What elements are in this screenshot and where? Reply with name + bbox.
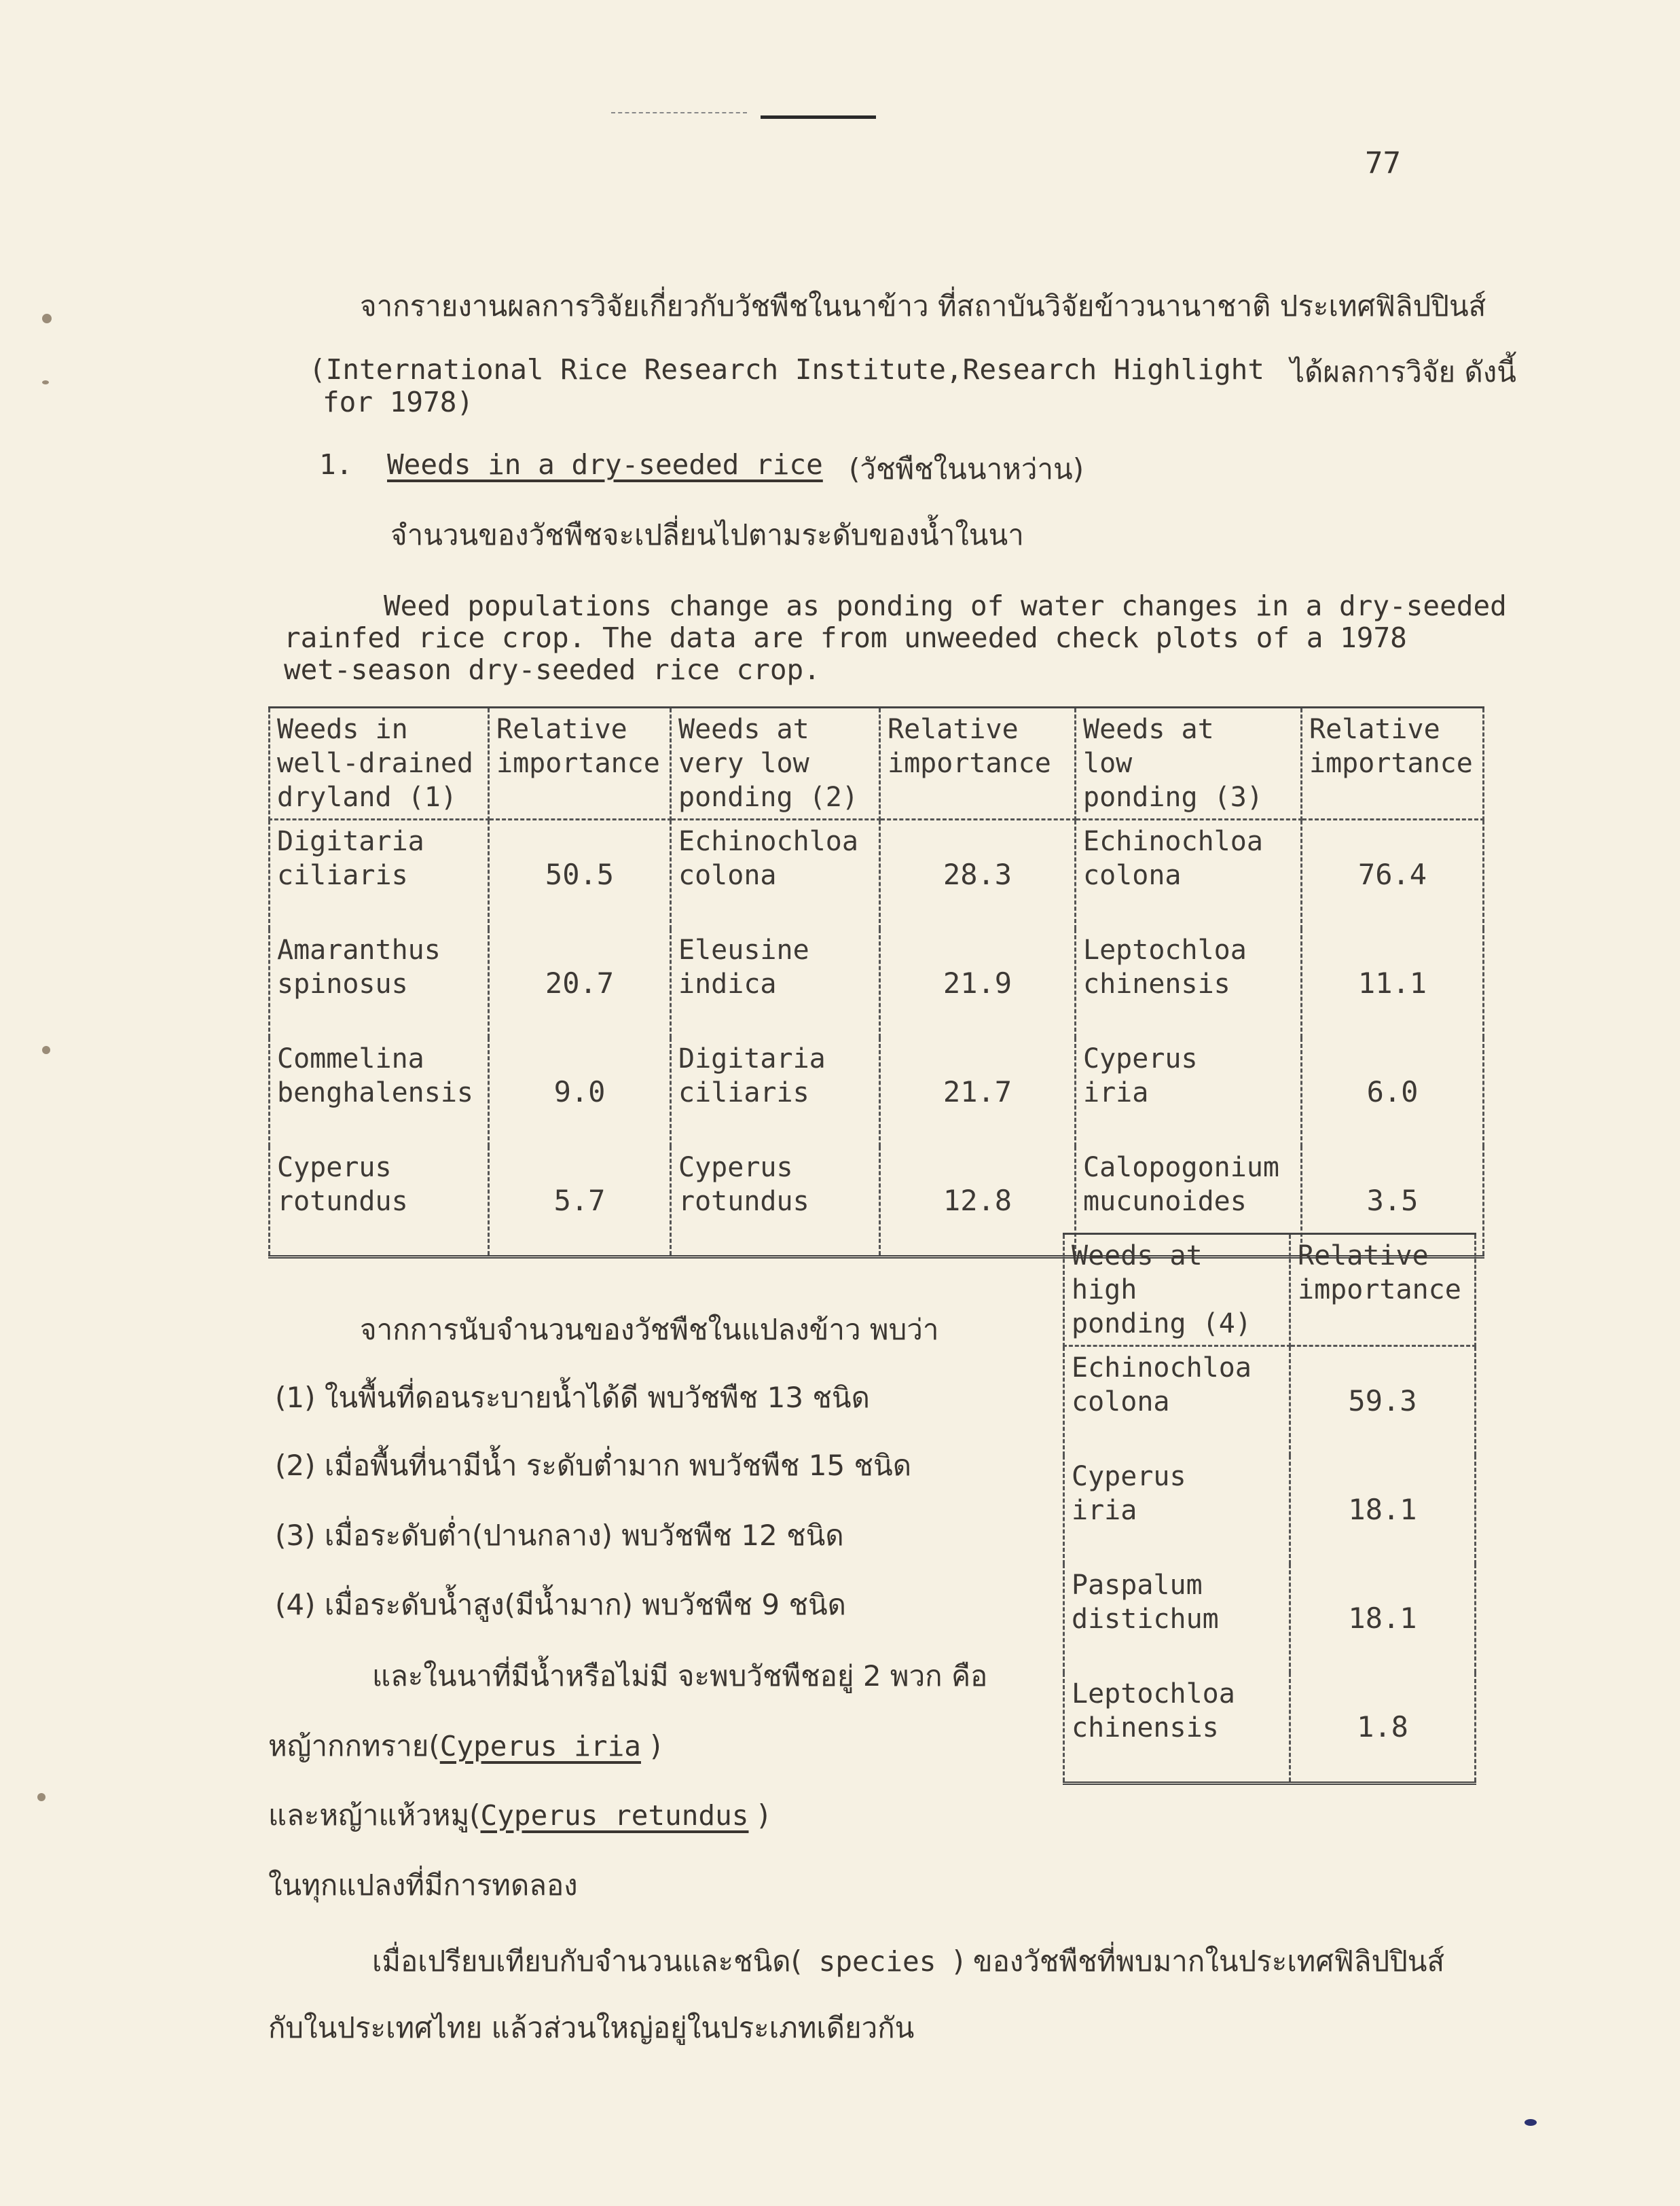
thai-item-1: (1) ในพื้นที่ดอนระบายน้ำได้ดี พบวัชพืช 13 ชนิด: [275, 1381, 870, 1414]
intro-line-2-en: (International Rice Research Institute,Research Highlight: [309, 353, 1264, 386]
caption-line-3: wet-season dry-seeded rice crop.: [284, 653, 820, 686]
cell-text-line: spinosus: [277, 969, 408, 1000]
cell-text-line: distichum: [1072, 1604, 1219, 1635]
cell-text-line: colona: [1083, 860, 1182, 891]
header-cell: [489, 708, 671, 820]
cell-text-line: high: [1072, 1274, 1137, 1305]
table-header-row: [270, 708, 1484, 820]
thai-item-4: (4) เมื่อระดับน้ำสูง(มีน้ำมาก) พบวัชพืช 9 ชนิด: [275, 1588, 846, 1621]
thai-paragraph-6: เมื่อเปรียบเทียบกับจำนวนและชนิด( species ) ของวัชพืชที่พบมากในประเทศฟิลิปปินส์: [372, 1945, 1445, 1978]
cell-text-line: Digitaria: [277, 826, 424, 857]
table-row: [270, 1038, 1484, 1146]
cell-text-line: Relative: [1309, 714, 1440, 745]
weed-cell: [1076, 1038, 1302, 1146]
weed-cell: [671, 1146, 880, 1257]
cell-text-line: Echinochloa: [1083, 826, 1263, 857]
weed-cell: [671, 820, 880, 930]
value-cell: 21.7: [880, 1038, 1076, 1146]
ink-speck: [1524, 2119, 1537, 2126]
weed-cell: [1064, 1346, 1290, 1456]
cell-text-line: Cyperus: [1083, 1043, 1198, 1074]
table-row: [1064, 1673, 1476, 1784]
cell-text-line: Cyperus: [1072, 1461, 1186, 1492]
pen-mark: [761, 115, 876, 124]
cell-text-line: Calopogonium: [1083, 1152, 1279, 1183]
cell-text-line: Relative: [888, 714, 1019, 745]
cell-text-line: Leptochloa: [1072, 1678, 1235, 1710]
paper-speck: [37, 1793, 45, 1801]
thai-paragraph-5: ในทุกแปลงที่มีการทดลอง: [268, 1868, 578, 1902]
table-row: [270, 820, 1484, 930]
thai-item-2: (2) เมื่อพื้นที่นามีน้ำ ระดับต่ำมาก พบวัชพืช 15 ชนิด: [275, 1449, 912, 1482]
weed-table: [268, 706, 1484, 1259]
cell-text-line: Digitaria: [678, 1043, 826, 1074]
value-cell: 28.3: [880, 820, 1076, 930]
cell-text-line: chinensis: [1083, 969, 1230, 1000]
thai-paragraph-4: และหญ้าแห้วหมู(Cyperus retundus ): [268, 1798, 769, 1832]
cell-text-line: indica: [678, 969, 777, 1000]
cell-text-line: Eleusine: [678, 935, 809, 966]
pen-mark: [611, 112, 747, 113]
section-title-en: Weeds in a dry-seeded rice: [387, 448, 823, 481]
weed-cell: [270, 929, 489, 1038]
table-row: [270, 929, 1484, 1038]
cell-text-line: well-drained: [277, 748, 473, 779]
cell-text-line: importance: [1298, 1274, 1461, 1305]
cell-text-line: very low: [678, 748, 809, 779]
cell-text-line: Relative: [496, 714, 627, 745]
value-cell: 50.5: [489, 820, 671, 930]
header-cell: [671, 708, 880, 820]
value-cell: 18.1: [1290, 1455, 1476, 1564]
value-cell: 18.1: [1290, 1564, 1476, 1673]
cell-text-line: Echinochloa: [678, 826, 858, 857]
weed-cell: [270, 820, 489, 930]
cell-text-line: Commelina: [277, 1043, 424, 1074]
thai-paragraph-1: จากการนับจำนวนของวัชพืชในแปลงข้าว พบว่า: [360, 1313, 939, 1346]
table-row: [1064, 1564, 1476, 1673]
species-name: Cyperus retundus: [480, 1799, 749, 1832]
header-cell: [1302, 708, 1484, 820]
cell-text-line: importance: [496, 748, 660, 779]
cell-text-line: Cyperus: [678, 1152, 793, 1183]
value-cell: 9.0: [489, 1038, 671, 1146]
section-subtitle: จำนวนของวัชพืชจะเปลี่ยนไปตามระดับของน้ำในนา: [390, 518, 1024, 552]
header-cell: [1064, 1234, 1290, 1346]
cell-text-line: importance: [888, 748, 1051, 779]
cell-text-line: ponding (2): [678, 782, 858, 813]
cell-text-line: Cyperus: [277, 1152, 392, 1183]
cell-text-line: rotundus: [678, 1186, 809, 1217]
value-cell: 3.5: [1302, 1146, 1484, 1257]
section-number: 1.: [319, 448, 353, 481]
weed-cell: [270, 1146, 489, 1257]
weed-cell: [671, 1038, 880, 1146]
weed-cell: [270, 1038, 489, 1146]
cell-text-line: iria: [1083, 1077, 1149, 1108]
intro-line-3: for 1978): [323, 386, 474, 418]
weed-cell: [1076, 929, 1302, 1038]
table-header-row: [1064, 1234, 1476, 1346]
value-cell: 21.9: [880, 929, 1076, 1038]
paper-speck: [42, 380, 49, 384]
weed-cell: [1076, 820, 1302, 930]
cell-text-line: colona: [678, 860, 777, 891]
intro-line-2-th: ได้ผลการวิจัย ดังนี้: [1290, 355, 1516, 388]
cell-text-line: Weeds at: [678, 714, 809, 745]
caption-line-2: rainfed rice crop. The data are from unweeded check plots of a 1978: [284, 621, 1407, 654]
paper-speck: [42, 314, 52, 323]
value-cell: 20.7: [489, 929, 671, 1038]
cell-text-line: iria: [1072, 1495, 1137, 1526]
header-cell: [880, 708, 1076, 820]
cell-text-line: ciliaris: [678, 1077, 809, 1108]
cell-text-line: Relative: [1298, 1240, 1429, 1271]
thai-paragraph-3: หญ้ากกทราย(Cyperus iria ): [268, 1729, 661, 1762]
paper-speck: [42, 1046, 50, 1054]
cell-text-line: ponding (4): [1072, 1308, 1252, 1339]
table-row: [1064, 1455, 1476, 1564]
high-ponding-table: [1063, 1233, 1476, 1785]
cell-text-line: Weeds at: [1083, 714, 1214, 745]
weed-cell: [1064, 1455, 1290, 1564]
value-cell: 6.0: [1302, 1038, 1484, 1146]
value-cell: 11.1: [1302, 929, 1484, 1038]
cell-text-line: dryland (1): [277, 782, 457, 813]
section-title-th: (วัชพืชในนาหว่าน): [849, 452, 1084, 486]
cell-text-line: Weeds in: [277, 714, 408, 745]
value-cell: 1.8: [1290, 1673, 1476, 1784]
weed-cell: [671, 929, 880, 1038]
cell-text-line: low: [1083, 748, 1133, 779]
value-cell: 5.7: [489, 1146, 671, 1257]
table-row: [1064, 1346, 1476, 1456]
weed-cell: [1064, 1564, 1290, 1673]
cell-text-line: Weeds at: [1072, 1240, 1203, 1271]
thai-paragraph-7: กับในประเทศไทย แล้วส่วนใหญ่อยู่ในประเภทเดียวกัน: [268, 2011, 915, 2044]
cell-text-line: importance: [1309, 748, 1473, 779]
cell-text-line: colona: [1072, 1386, 1170, 1417]
cell-text-line: chinensis: [1072, 1712, 1219, 1743]
header-cell: [270, 708, 489, 820]
intro-line-1: จากรายงานผลการวิจัยเกี่ยวกับวัชพืชในนาข้าว ที่สถาบันวิจัยข้าวนานาชาติ ประเทศฟิลิปปินส์: [360, 289, 1486, 323]
cell-text-line: ciliaris: [277, 860, 408, 891]
cell-text-line: mucunoides: [1083, 1186, 1247, 1217]
value-cell: 12.8: [880, 1146, 1076, 1257]
page-number: 77: [1365, 146, 1401, 181]
value-cell: 59.3: [1290, 1346, 1476, 1456]
value-cell: 76.4: [1302, 820, 1484, 930]
header-cell: [1076, 708, 1302, 820]
cell-text-line: Paspalum: [1072, 1570, 1203, 1601]
cell-text-line: Amaranthus: [277, 935, 441, 966]
caption-line-1: Weed populations change as ponding of water changes in a dry-seeded: [384, 590, 1507, 622]
thai-paragraph-2: และในนาที่มีน้ำหรือไม่มี จะพบวัชพืชอยู่ 2 พวก คือ: [372, 1659, 988, 1693]
species-name: Cyperus iria: [439, 1730, 641, 1762]
header-cell: [1290, 1234, 1476, 1346]
cell-text-line: rotundus: [277, 1186, 408, 1217]
cell-text-line: Echinochloa: [1072, 1352, 1252, 1384]
weed-cell: [1064, 1673, 1290, 1784]
thai-item-3: (3) เมื่อระดับต่ำ(ปานกลาง) พบวัชพืช 12 ชนิด: [275, 1519, 844, 1552]
cell-text-line: Leptochloa: [1083, 935, 1247, 966]
cell-text-line: benghalensis: [277, 1077, 473, 1108]
cell-text-line: ponding (3): [1083, 782, 1263, 813]
